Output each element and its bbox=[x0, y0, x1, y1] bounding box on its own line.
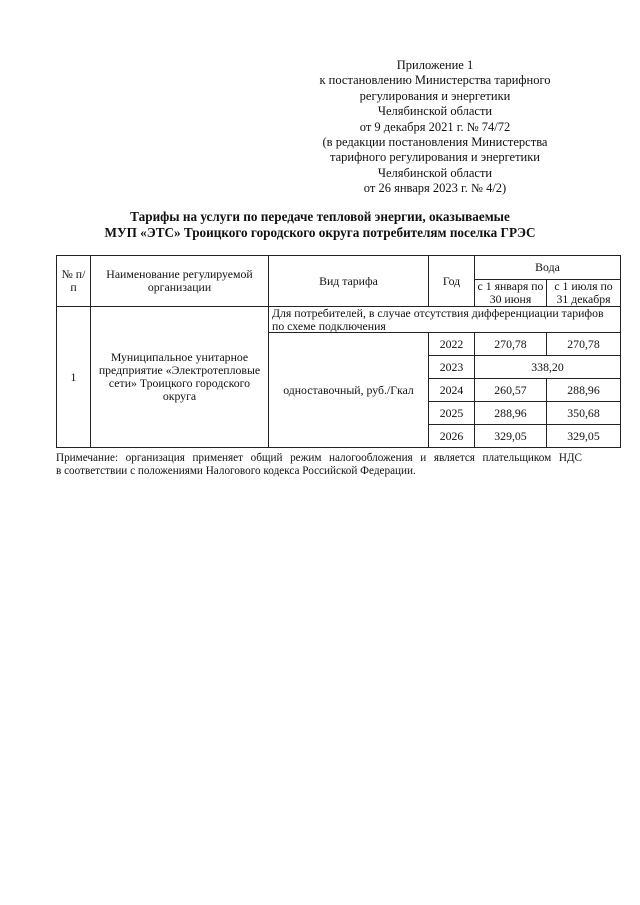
tariff-value-h1: 288,96 bbox=[475, 402, 547, 425]
tariff-value-h2: 288,96 bbox=[547, 379, 621, 402]
header-half-1: с 1 января по 30 июня bbox=[475, 280, 547, 307]
tariff-table bbox=[56, 255, 621, 448]
consumer-note: Для потребителей, в случае отсутствия дифференциации тарифов по схеме подключения bbox=[269, 307, 621, 333]
title-line-2: МУП «ЭТС» Троицкого городского округа потребителям поселка ГРЭС bbox=[104, 225, 536, 240]
appendix-line: регулирования и энергетики bbox=[359, 88, 511, 103]
document-title bbox=[60, 209, 580, 241]
appendix-line: Приложение 1 bbox=[396, 58, 474, 72]
tariff-type: одноставочный, руб./Гкал bbox=[269, 333, 429, 448]
tariff-value-h2: 329,05 bbox=[547, 425, 621, 448]
tariff-value-h2: 350,68 bbox=[547, 402, 621, 425]
appendix-line: от 26 января 2023 г. № 4/2) bbox=[363, 181, 507, 196]
footnote bbox=[56, 452, 582, 478]
year-cell: 2023 bbox=[429, 356, 475, 379]
tariff-value-merged: 338,20 bbox=[475, 356, 621, 379]
year-cell: 2024 bbox=[429, 379, 475, 402]
appendix-line: от 9 декабря 2021 г. № 74/72 bbox=[359, 119, 511, 134]
footnote-line-2: в соответствии с положениями Налогового кодекса Российской Федерации. bbox=[56, 465, 416, 477]
header-year: Год bbox=[429, 256, 475, 307]
year-cell: 2022 bbox=[429, 333, 475, 356]
tariff-value-h1: 270,78 bbox=[475, 333, 547, 356]
header-tariff-type: Вид тарифа bbox=[269, 256, 429, 307]
tariff-value-h1: 329,05 bbox=[475, 425, 547, 448]
title-line-1: Тарифы на услуги по передаче тепловой энергии, оказываемые bbox=[130, 209, 510, 224]
row-number: 1 bbox=[57, 307, 91, 448]
header-water: Вода bbox=[475, 256, 621, 280]
appendix-line: Челябинской области bbox=[377, 165, 493, 180]
header-half-2: с 1 июля по 31 декабря bbox=[547, 280, 621, 307]
year-cell: 2026 bbox=[429, 425, 475, 448]
header-num: № п/п bbox=[57, 256, 91, 307]
appendix-header bbox=[290, 58, 580, 197]
year-cell: 2025 bbox=[429, 402, 475, 425]
appendix-line: Челябинской области bbox=[377, 104, 493, 119]
header-organization: Наименование регулируемой организации bbox=[91, 256, 269, 307]
footnote-line-1: Примечание: организация применяет общий режим налогообложения и является плательщиком НДС bbox=[56, 452, 582, 464]
appendix-line: к постановлению Министерства тарифного bbox=[319, 73, 551, 88]
appendix-line: тарифного регулирования и энергетики bbox=[329, 150, 541, 165]
organization-name: Муниципальное унитарное предприятие «Электротепловые сети» Троицкого городского округа bbox=[91, 307, 269, 448]
appendix-line: (в редакции постановления Министерства bbox=[322, 135, 548, 150]
tariff-value-h2: 270,78 bbox=[547, 333, 621, 356]
tariff-value-h1: 260,57 bbox=[475, 379, 547, 402]
